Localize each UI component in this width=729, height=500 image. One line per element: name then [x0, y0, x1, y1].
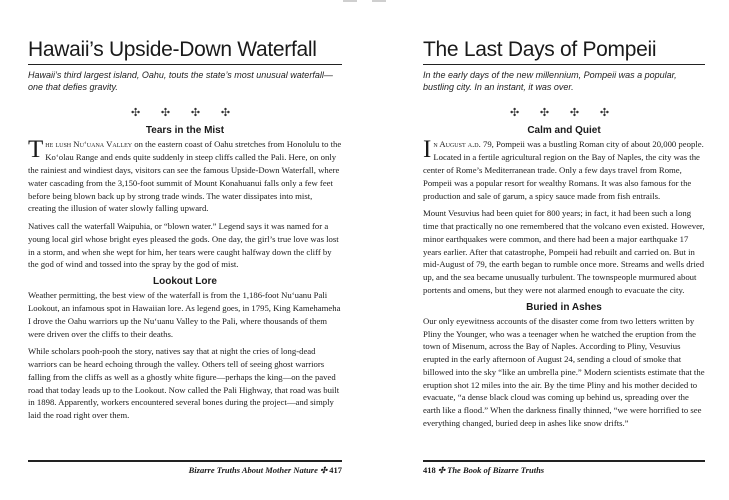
lead-in: n August a.d. 79,: [433, 139, 494, 150]
drop-cap: T: [28, 136, 44, 164]
article-deck: Hawaii’s third largest island, Oahu, touts the state’s most unusual waterfall—one that defies gravity.: [28, 70, 333, 93]
section-heading: Tears in the Mist: [145, 125, 225, 137]
footer-text: Bizarre Truths About Mother Nature: [188, 465, 318, 475]
article-title: Hawaii’s Upside-Down Waterfall: [28, 38, 342, 65]
paragraph: Natives call the waterfall Waipuhia, or “blown water.” Legend says it was named for a young local girl whose bright eyes pleased the gods. One day, the girl’s true love was lost in a storm, and when she wept for him, her tears were caught halfway down the cliff by the god of wind and tossed into the spray by the god of mist.: [28, 221, 339, 270]
running-footer: [28, 460, 342, 476]
paragraph: Our only eyewitness accounts of the disaster come from two letters written by Pliny the Younger, who was a teenager when he watched the eruption from the town of Misenum, across the Bay of Naples. According to Pliny, Vesuvius erupted in the early afternoon of August 24, sending a cloud of smoke that billowed into the sky “like an umbrella pine.” Modern scientists estimate that the eruption shot 12 miles into the air. By the time Pliny and his mother decided to evacuate, “a dense black cloud was coming up behind us, spreading over the earth like a flood.” When the darkness finally thinned, “we were horrified to see everything changed, buried deep in ashes like snow drifts.”: [423, 315, 705, 428]
right-page: [365, 0, 729, 500]
ornament-divider: ✣ ✣ ✣ ✣: [509, 107, 619, 120]
section-heading: Lookout Lore: [153, 276, 217, 288]
footer-separator: ✣: [437, 465, 445, 475]
paragraph-text: on the eastern coast of Oahu stretches from Honolulu to the Ko‘olau Range and ends quite suddenly in steep cliffs called the Pali. Here, on only the rainiest and windiest days, visitors can see the famous Upside-Down Waterfall, where water cascading from the 3,150-foot summit of Mount Konahuanui falls only a few feet before being blown back up by strong trade winds. The water dissipates into mist, creating the illusion of water slowly falling upward.: [28, 139, 342, 214]
article-title: The Last Days of Pompeii: [423, 38, 705, 65]
section-heading: Calm and Quiet: [527, 125, 601, 137]
paragraph: [28, 138, 342, 215]
footer-separator: ✣: [320, 465, 328, 475]
paragraph-text: Pompeii was a bustling Roman city of about 20,000 people. Located in a fertile agricultural region on the Bay of Naples, the city was the center of Rome’s Mediterranean trade. Only a few days travel from Rome, Pompeii was a popular resort for wealthy Romans. It was also famous for the production and sale of garum, a spicy sauce made from fish entrails.: [423, 139, 704, 201]
page-number: 417: [329, 465, 342, 475]
paragraph: Mount Vesuvius had been quiet for 800 years; in fact, it had been such a long time that practically no one remembered that the volcano even existed. However, minor earthquakes were common, and there had been a major earthquake 17 years earlier. After that catastrophe, Pompeii had rebuilt and carried on. But in mid-August of 79, the earth began to rumble once more. Streams and wells dried up, and the sea became unusually turbulent. The townspeople murmured about portents and omens, but they were not alarmed enough to evacuate the city.: [423, 208, 705, 295]
ornament-divider: ✣ ✣ ✣ ✣: [130, 107, 240, 120]
section-heading: Buried in Ashes: [526, 301, 602, 313]
drop-cap: I: [423, 136, 432, 164]
running-footer: [423, 460, 705, 476]
paragraph: While scholars pooh-pooh the story, natives say that at night the cries of long-dead warriors can be heard echoing through the valley. Others tell of seeing ghost warriors falling from the cliffs as well as a ghostly white figure—perhaps the king—on the paved road that today leads up to the Lookout. Now called the Pali Highway, that road was built in 1898. Apparently, workers encountered several bones during the project—and simply laid the road right over them.: [28, 346, 340, 421]
footer-text: The Book of Bizarre Truths: [447, 465, 545, 475]
page-number: 418: [423, 465, 436, 475]
left-page: [0, 0, 364, 500]
paragraph: [423, 138, 705, 202]
article-deck: In the early days of the new millennium, Pompeii was a popular, bustling city. In an instant, it was over.: [423, 70, 677, 93]
paragraph: Weather permitting, the best view of the waterfall is from the 1,186-foot Nu‘uanu Pali Lookout, an infamous spot in Hawaiian lore. As legend goes, in 1795, King Kamehameha I drove the Oahu warriors up the Nu‘uanu Valley to the Pali, where thousands of them were driven over the cliffs to their deaths.: [28, 290, 341, 339]
lead-in: he lush Nu‘uana Valley: [45, 139, 133, 150]
